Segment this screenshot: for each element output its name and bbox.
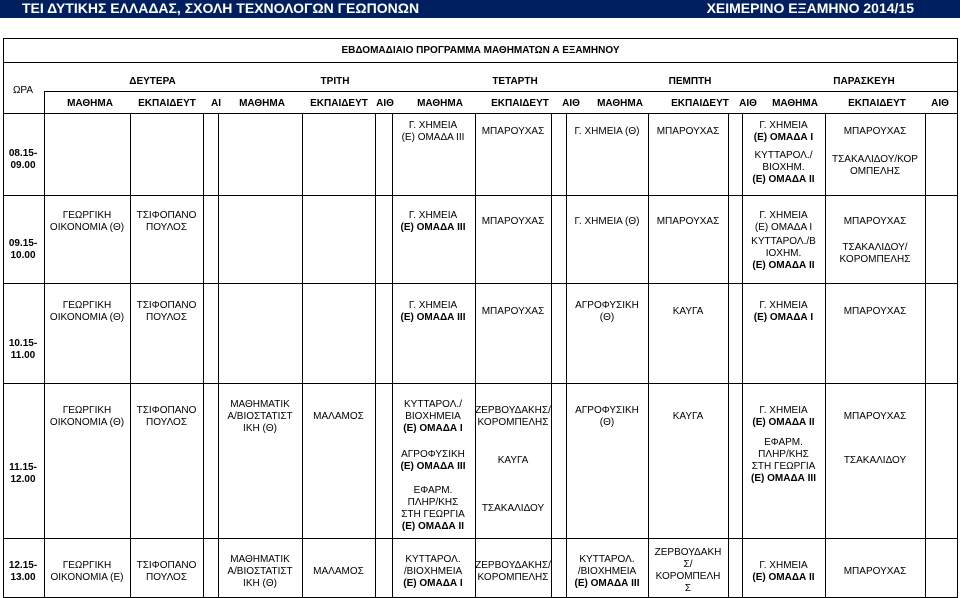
teacher-cell: ΠΟΥΛΟΣ [145,417,188,428]
course-cell: Γ. ΧΗΜΕΙΑ [759,300,808,311]
course-cell: Γ. ΧΗΜΕΙΑ [759,405,808,416]
course-cell: Γ. ΧΗΜΕΙΑ (Θ) [574,216,640,227]
teacher-cell: ΤΣΑΚΑΛΙΔΟΥ/ [842,242,908,253]
subheader: ΜΑΘΗΜΑ [239,98,285,109]
course-cell: (Ε) ΟΜΑΔΑ ΙΙΙ [400,461,466,472]
course-cell: ΚΥΤΤΑΡΟΛ. [405,554,461,565]
course-cell: Γ. ΧΗΜΕΙΑ (Θ) [574,126,640,137]
course-cell: ΚΥΤΤΑΡΟΛ./Β [751,236,816,247]
course-cell: ΓΕΩΡΓΙΚΗ [62,210,112,221]
teacher-cell: ΖΕΡΒΟΥΔΑΚΗΣ/ [475,560,551,571]
course-cell: Γ. ΧΗΜΕΙΑ [408,210,458,221]
teacher-cell: ΜΠΑΡΟΥΧΑΣ [843,411,907,422]
course-cell: (Ε) ΟΜΑΔΑ Ι [403,578,463,589]
course-cell: (Ε) ΟΜΑΔΑ ΙΙΙ [401,132,465,143]
teacher-cell: ΚΑΥΓΑ [497,455,529,466]
teacher-cell: ΜΠΑΡΟΥΧΑΣ [843,126,907,137]
course-cell: (Ε) ΟΜΑΔΑ Ι [754,222,813,233]
teacher-cell: ΖΕΡΒΟΥΔΑΚΗΣ/ [475,405,551,416]
teacher-cell: ΜΠΑΡΟΥΧΑΣ [843,216,907,227]
teacher-cell: ΜΠΑΡΟΥΧΑΣ [656,216,720,227]
teacher-cell: ΜΑΛΑΜΟΣ [313,566,364,577]
subheader: ΜΑΘΗΜΑ [772,98,818,109]
day-friday: ΠΑΡΑΣΚΕΥΗ [833,76,895,87]
subheader: ΜΑΘΗΜΑ [417,98,463,109]
course-cell: ΟΙΚΟΝΟΜΙΑ (Θ) [49,312,125,323]
course-cell: Γ. ΧΗΜΕΙΑ [408,300,458,311]
teacher-cell: ΜΠΑΡΟΥΧΑΣ [481,216,545,227]
time-slot: 11.15- 12.00 [9,462,37,485]
course-cell: ΠΛΗΡ/ΚΗΣ [407,497,459,508]
teacher-cell: Σ/ [683,559,693,570]
teacher-cell: ΤΣΑΚΑΛΙΔΟΥ [843,455,907,466]
course-cell: /ΒΙΟΧΗΜΕΙΑ [403,566,463,577]
course-cell: ΑΓΡΟΦΥΣΙΚΗ [575,405,639,416]
subheader: ΜΑΘΗΜΑ [597,98,643,109]
subheader: ΕΚΠΑΙΔΕΥΤ [310,98,368,109]
teacher-cell: ΚΟΡΟΜΠΕΛΗΣ [477,417,549,428]
subheader: ΑΙΘ [562,98,580,109]
time-slot: 09.15- 10.00 [8,238,38,261]
course-cell: ΜΑΘΗΜΑΤΙΚ [230,554,290,565]
subheader: ΕΚΠΑΙΔΕΥΤ [138,98,196,109]
course-cell: ΙΚΗ (Θ) [243,578,277,589]
teacher-cell: ΠΟΥΛΟΣ [145,312,188,323]
course-cell: Γ. ΧΗΜΕΙΑ [408,120,458,131]
teacher-cell: ΚΑΥΓΑ [672,411,704,422]
course-cell: ΕΦΑΡΜ. [413,485,453,496]
header-bar [0,0,960,18]
day-wednesday: ΤΕΤΑΡΤΗ [492,76,538,87]
subheader: ΑΙΘ [931,98,949,109]
course-cell: ΠΛΗΡ/ΚΗΣ [758,449,809,460]
course-cell: ΙΟΧΗΜ. [765,248,802,259]
hour-header: ΩΡΑ [12,85,34,96]
course-cell: (Ε) ΟΜΑΔΑ Ι [753,312,814,323]
course-cell: ΓΕΩΡΓΙΚΗ [62,300,112,311]
course-cell: ΟΙΚΟΝΟΜΙΑ (Θ) [49,222,125,233]
course-cell: ΓΕΩΡΓΙΚΗ [62,405,112,416]
subheader: ΕΚΠΑΙΔΕΥΤ [491,98,549,109]
course-cell: ΚΥΤΤΑΡΟΛ. [579,554,635,565]
course-cell: ΓΕΩΡΓΙΚΗ [62,560,112,571]
course-cell: Γ. ΧΗΜΕΙΑ [759,560,808,571]
course-cell: ΕΦΑΡΜ. [764,437,803,448]
institution-title: ΤΕΙ ΔΥΤΙΚΗΣ ΕΛΛΑΔΑΣ, ΣΧΟΛΗ ΤΕΧΝΟΛΟΓΩΝ ΓΕΩΠΟΝΩΝ [22,0,420,16]
teacher-cell: ΚΟΡΟΜΠΕΛΗΣ [839,254,911,265]
course-cell: (Ε) ΟΜΑΔΑ ΙΙ [752,572,815,583]
course-cell: (Ε) ΟΜΑΔΑ ΙΙΙ [400,222,466,233]
course-cell: Γ. ΧΗΜΕΙΑ [759,210,808,221]
subheader: ΕΚΠΑΙΔΕΥΤ [848,98,906,109]
course-cell: /ΒΙΟΧΗΜΕΙΑ [577,566,637,577]
teacher-cell: ΜΠΑΡΟΥΧΑΣ [843,306,907,317]
teacher-cell: ΤΣΙΦΟΠΑΝΟ [136,560,197,571]
course-cell: ΟΙΚΟΝΟΜΙΑ (Ε) [50,572,124,583]
subheader: ΑΙΘ [376,98,394,109]
teacher-cell: ΟΜΠΕΛΗΣ [849,166,901,177]
course-cell: ΒΙΟΧΗΜ. [762,162,805,173]
course-cell: (Ε) ΟΜΑΔΑ ΙΙΙ [400,312,466,323]
course-cell: (Ε) ΟΜΑΔΑ Ι [403,423,463,434]
course-cell: (Ε) ΟΜΑΔΑ Ι [753,132,814,143]
course-cell: ΒΙΟΧΗΜΕΙΑ [405,411,461,422]
day-monday: ΔΕΥΤΕΡΑ [129,76,176,87]
teacher-cell: ΜΠΑΡΟΥΧΑΣ [481,126,545,137]
course-cell: Α/ΒΙΟΣΤΑΤΙΣΤ [227,566,293,577]
course-cell: (Ε) ΟΜΑΔΑ ΙΙ [752,260,815,271]
teacher-cell: ΤΣΙΦΟΠΑΝΟ [136,300,197,311]
teacher-cell: ΜΠΑΡΟΥΧΑΣ [843,566,907,577]
course-cell: (Ε) ΟΜΑΔΑ ΙΙ [752,417,815,428]
teacher-cell: ΚΑΥΓΑ [672,306,704,317]
table-title: ΕΒΔΟΜΑΔΙΑΙΟ ΠΡΟΓΡΑΜΜΑ ΜΑΘΗΜΑΤΩΝ Α ΕΞΑΜΗΝΟΥ [341,45,620,56]
course-cell: ΚΥΤΤΑΡΟΛ./ [404,399,462,410]
day-tuesday: ΤΡΙΤΗ [320,76,350,87]
teacher-cell: ΤΣΙΦΟΠΑΝΟ [136,405,197,416]
teacher-cell: Σ [684,583,692,594]
course-cell: ΚΥΤΤΑΡΟΛ./ [754,150,813,161]
subheader: ΑΙΘ [739,98,757,109]
teacher-cell: ΤΣΑΚΑΛΙΔΟΥ/ΚΟΡ [832,154,918,165]
course-cell: (Ε) ΟΜΑΔΑ ΙΙΙ [574,578,640,589]
teacher-cell: ΚΟΡΟΜΠΕΛΗ [655,571,721,582]
time-slot: 08.15- 09.00 [8,148,38,171]
course-cell: ΙΚΗ (Θ) [243,423,277,434]
teacher-cell: ΤΣΑΚΑΛΙΔΟΥ [481,503,545,514]
subheader: ΑΙ [211,98,221,109]
course-cell: Α/ΒΙΟΣΤΑΤΙΣΤ [227,411,293,422]
day-thursday: ΠΕΜΠΤΗ [668,76,712,87]
course-cell: (Θ) [599,417,615,428]
teacher-cell: ΜΠΑΡΟΥΧΑΣ [656,126,720,137]
course-cell: ΑΓΡΟΦΥΣΙΚΗ [401,449,465,460]
course-cell: ΟΙΚΟΝΟΜΙΑ (Θ) [49,417,125,428]
schedule-table [0,38,960,598]
course-cell: ΣΤΗ ΓΕΩΡΓΙΑ [401,509,465,520]
teacher-cell: ΠΟΥΛΟΣ [145,222,188,233]
course-cell: (Ε) ΟΜΑΔΑ ΙΙΙ [751,473,816,484]
course-cell: ΑΓΡΟΦΥΣΙΚΗ [575,300,639,311]
time-slot: 10.15- 11.00 [8,338,38,361]
subheader: ΜΑΘΗΜΑ [67,98,113,109]
time-slot: 12.15- 13.00 [8,560,38,583]
course-cell: ΜΑΘΗΜΑΤΙΚ [230,399,290,410]
teacher-cell: ΤΣΙΦΟΠΑΝΟ [136,210,197,221]
teacher-cell: ΠΟΥΛΟΣ [145,572,188,583]
course-cell: Γ. ΧΗΜΕΙΑ [759,120,808,131]
course-cell: (Ε) ΟΜΑΔΑ ΙΙ [752,174,815,185]
teacher-cell: ΖΕΡΒΟΥΔΑΚΗ [654,547,722,558]
subheader: ΕΚΠΑΙΔΕΥΤ [671,98,729,109]
course-cell: (Ε) ΟΜΑΔΑ ΙΙ [401,521,465,532]
teacher-cell: ΚΟΡΟΜΠΕΛΗΣ [477,572,549,583]
course-cell: (Θ) [599,312,615,323]
course-cell: ΣΤΗ ΓΕΩΡΓΙΑ [751,461,816,472]
teacher-cell: ΜΑΛΑΜΟΣ [313,411,364,422]
teacher-cell: ΜΠΑΡΟΥΧΑΣ [481,306,545,317]
semester-title: ΧΕΙΜΕΡΙΝΟ ΕΞΑΜΗΝΟ 2014/15 [706,0,914,16]
